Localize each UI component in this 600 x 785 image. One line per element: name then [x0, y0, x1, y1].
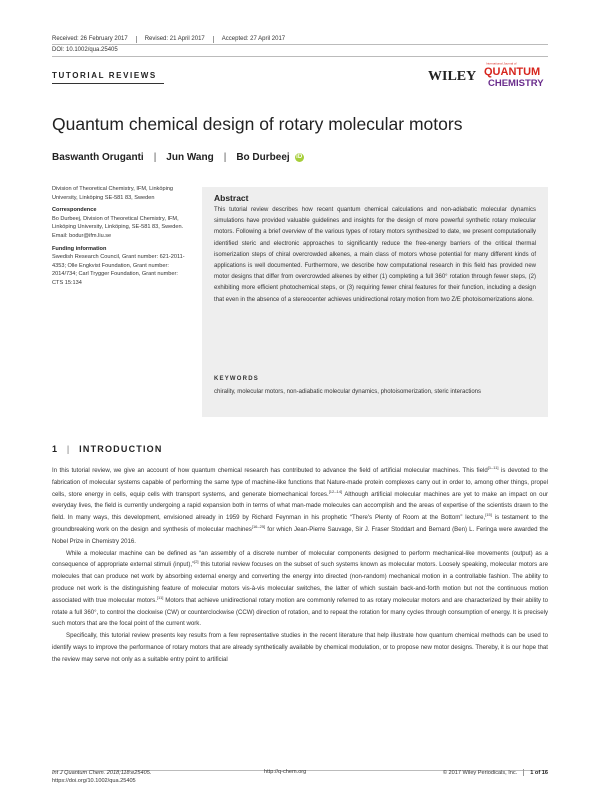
keywords-text: chirality, molecular motors, non-adiabatic molecular dynamics, photoisomerization, steric interactions	[214, 389, 481, 395]
abstract-box	[202, 187, 548, 417]
section-tag: TUTORIAL REVIEWS	[52, 71, 157, 80]
article-title: Quantum chemical design of rotary molecular motors	[52, 114, 463, 134]
citation-ref[interactable]: [2]	[194, 559, 199, 565]
divider	[523, 769, 524, 776]
journal-citation: Int J Quantum Chem. 2018;118:e25405.	[52, 770, 152, 776]
journal-line-2: CHEMISTRY	[488, 78, 544, 88]
paragraph: In this tutorial review, we give an account of how quantum chemical research has contributed to advance the field of artificial molecular machines. This field[1–11] is devoted to the fabrication of molecular systems capable of performing the same type of machine-like functions that Nature-made protein complexes carry out in order to, among other things, propel cells, store energy in cells, equip cells with transport systems, and generate biomechanical forces.[12–14] Although artificial molecular machines are yet to make an impact on our everyday lives, the field is currently undergoing a rapid expansion both in terms of what man-made molecules can accomplish and the areas of expertise of the scientists drawn to the field. In many ways, this development, envisioned already in 1959 by Richard Feynman in his prophetic “There's Plenty of Room at the Bottom” lecture,[15] is testament to the groundbreaking work on the design and synthesis of molecular machines[16–25] for which Jean-Pierre Sauvage, Sir J. Fraser Stoddart and Bernard (Ben) L. Feringa were awarded the Nobel Prize in Chemistry 2016.	[52, 464, 548, 545]
section-tag-underline	[52, 83, 164, 84]
revised-date: Revised: 21 April 2017	[144, 36, 205, 42]
divider	[52, 56, 548, 57]
correspondence-text: Bo Durbeej, Division of Theoretical Chemistry, IFM, Linköping University, Linköping, SE-581 83, Sweden. Email: bodur@ifm.liu.se	[52, 215, 184, 239]
doi-link[interactable]: https://doi.org/10.1002/qua.25405	[52, 778, 136, 784]
author-list	[52, 152, 304, 163]
orcid-icon[interactable]: iD	[296, 154, 303, 160]
section-title: INTRODUCTION	[79, 444, 163, 454]
footer-right	[443, 769, 548, 776]
abstract-heading: Abstract	[214, 193, 249, 203]
citation-ref[interactable]: [11]	[156, 594, 164, 600]
doi: DOI: 10.1002/qua.25405	[52, 47, 118, 53]
journal-small: International Journal of	[486, 61, 517, 66]
body-text	[52, 465, 548, 666]
paragraph: While a molecular machine can be defined as “an assembly of a discrete number of molecular components designed to perform mechanical-like movements (output) as a consequence of appropriate external stimuli (input),”[2] this tutorial review focuses on the subset of such systems known as molecular motors. Loosely speaking, molecular motors are molecules that can produce net work by absorbing external energy and converting the energy into directed (non-random) mechanical motion in a controllable fashion. The ability to produce net work is the distinguishing feature of molecular motors vis-à-vis molecular switches, the latter of which sustain back-and-forth motion but not the continuous motion associated with true molecular motors.[11] Motors that achieve unidirectional rotary motion are commonly referred to as rotary molecular motors and are characterized by their ability to rotate a full 360°, to control the clockwise (CW) or counterclockwise (CCW) direction of rotation, and to repeat the rotation for many cycles through consumption of energy. It is precisely such motors that are the focal point of the current work.	[52, 549, 548, 628]
divider	[213, 36, 214, 43]
correspondence-heading: Correspondence	[52, 207, 97, 214]
accepted-date: Accepted: 27 April 2017	[221, 36, 286, 42]
section-heading	[52, 444, 163, 454]
citation-ref[interactable]: [1–11]	[487, 464, 499, 470]
manuscript-dates	[52, 36, 285, 43]
footer-citation-block	[52, 769, 151, 785]
funding-text: Swedish Research Council, Grant number: 621-2011-4353; Olle Engkvist Foundation, Grant number: 2014/734; Carl Trygger Foundation, Grant number: CTS 15:134	[52, 254, 185, 286]
keywords-heading: KEYWORDS	[214, 376, 259, 382]
received-date: Received: 26 February 2017	[52, 36, 128, 42]
citation-ref[interactable]: [16–25]	[251, 523, 266, 529]
divider	[52, 44, 548, 45]
abstract-text: This tutorial review describes how recent quantum chemical calculations and non-adiabatic molecular dynamics simulations have provided valuable guidelines and insights for the design of more powerful synthetic rotary molecular motors. Following a brief overview of the various types of rotary motors synthesized to date, we present computationally identified steric and electronic approaches to significantly reduce the free-energy barriers of the critical thermal isomerization steps of chiral overcrowded alkenes, a main class of motors whose potential for many different kinds of applications is well documented. Furthermore, we describe how computational research in this field has provided new motor designs that differ from overcrowded alkenes by either (1) completing a full 360° rotation through fewer steps, (2) exhibiting more efficient photochemical steps, or (3) requiring fewer chiral features for their function, including a design that even in the absence of a stereocenter achieves unidirectional rotary motion from two Z/E photoisomerizations alone.	[214, 207, 536, 303]
affiliation: Division of Theoretical Chemistry, IFM, Linköping University, Linköping SE-581 83, Sweden	[52, 186, 174, 201]
citation-ref[interactable]: [15]	[485, 512, 492, 518]
divider: |	[223, 152, 227, 163]
divider	[136, 36, 137, 43]
journal-line-1: QUANTUM	[484, 66, 541, 78]
author: Jun Wang	[166, 152, 214, 163]
section-number: 1	[52, 444, 59, 454]
author: Baswanth Oruganti	[52, 152, 144, 163]
funding-heading: Funding information	[52, 245, 107, 252]
divider: |	[153, 152, 157, 163]
citation-ref[interactable]: [12–14]	[328, 488, 343, 494]
divider: |	[66, 444, 71, 454]
author-info	[52, 185, 190, 292]
publisher-name: WILEY	[428, 69, 477, 84]
copyright: © 2017 Wiley Periodicals, Inc.	[442, 769, 518, 776]
author: Bo Durbeej	[236, 152, 290, 163]
paragraph: Specifically, this tutorial review presents key results from a few representative studies in the recent literature that help illustrate how quantum chemical methods can be used to identify ways to improve the performance of rotary motors that are already synthetically available by chemical modulation, or to propose new motor designs. Thereby, it is our hope that the review may serve not only as a suitable entry point to artificial	[52, 632, 548, 663]
site-link[interactable]: http://q-chem.org	[264, 769, 307, 775]
page-number: 1 of 16	[530, 769, 548, 776]
journal-logo	[428, 60, 548, 88]
